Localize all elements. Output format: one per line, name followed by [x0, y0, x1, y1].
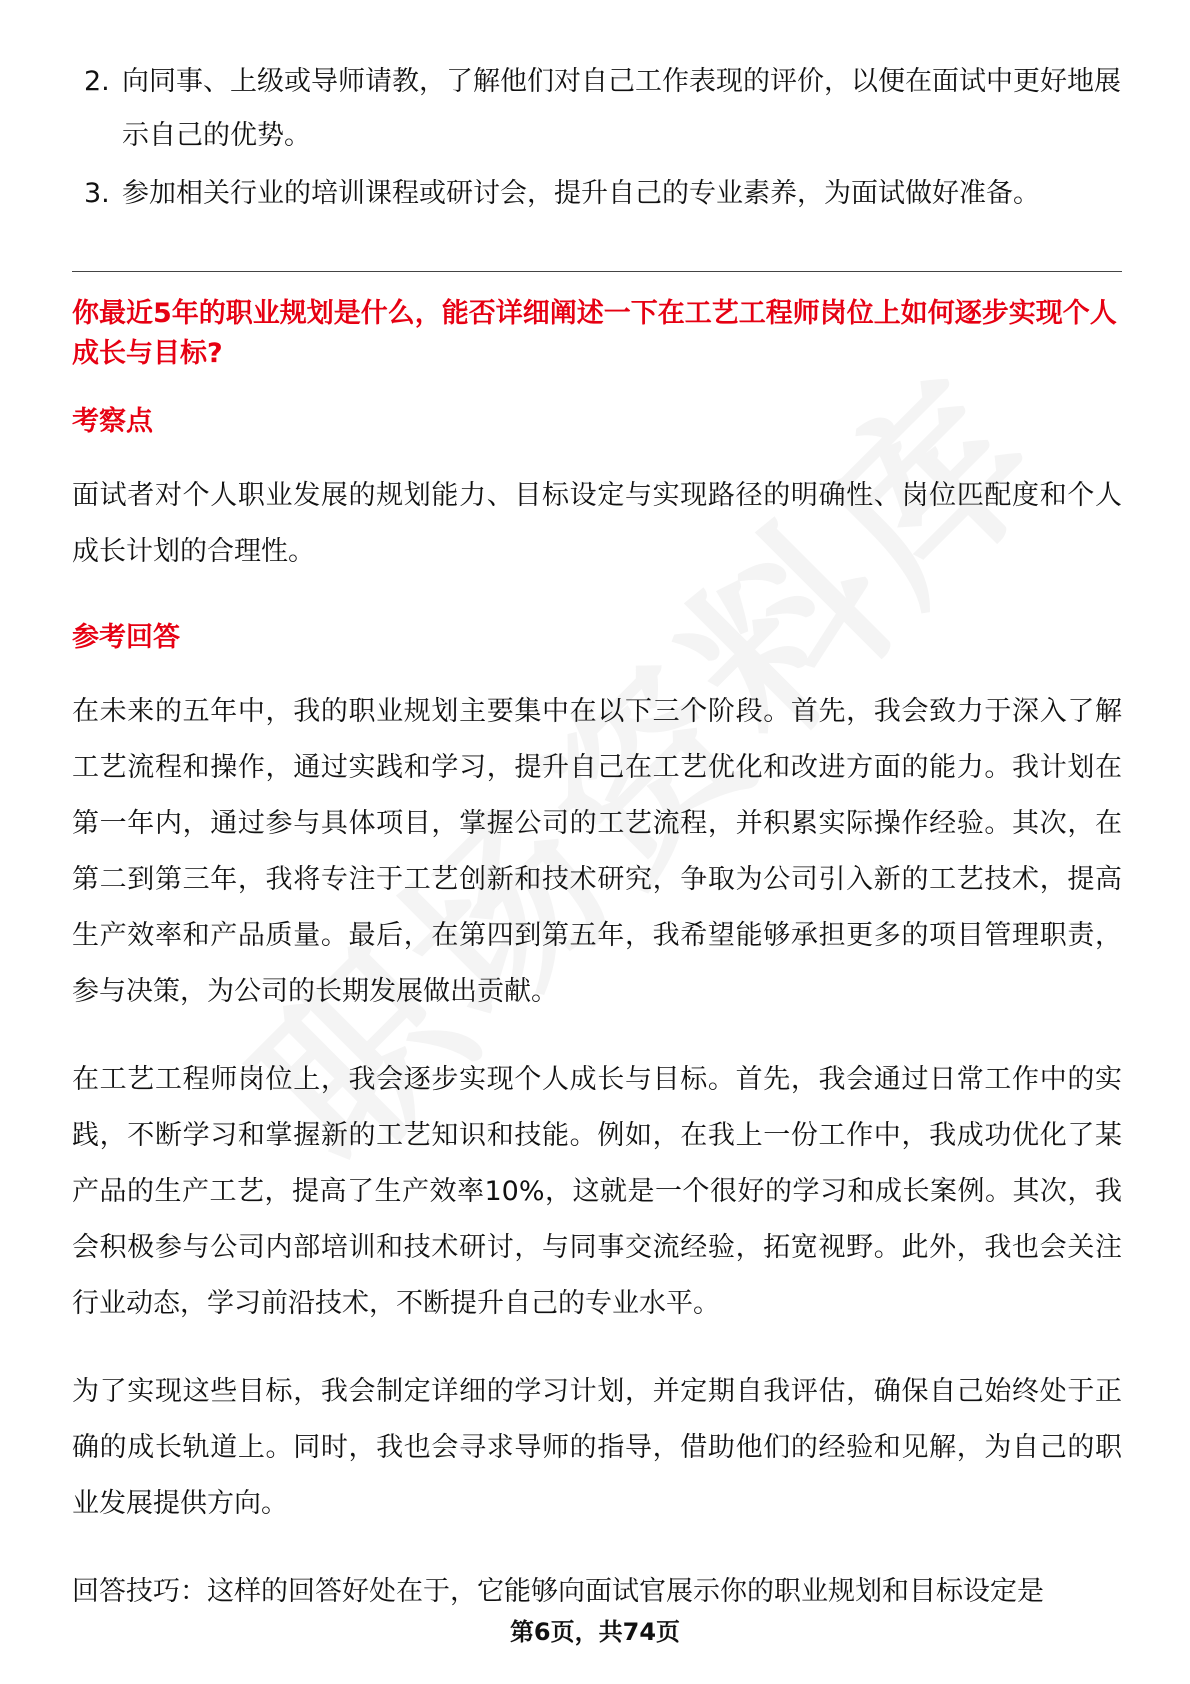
list-item — [72, 55, 1122, 163]
divider — [72, 271, 1122, 272]
answer-paragraph: 在未来的五年中，我的职业规划主要集中在以下三个阶段。首先，我会致力于深入了解工艺流程和操作，通过实践和学习，提升自己在工艺优化和改进方面的能力。我计划在第一年内，通过参与具体项目，掌握公司的工艺流程，并积累实际操作经验。其次，在第二到第三年，我将专注于工艺创新和技术研究，争取为公司引入新的工艺技术，提高生产效率和产品质量。最后，在第四到第五年，我希望能够承担更多的项目管理职责，参与决策，为公司的长期发展做出贡献。 — [72, 696, 1122, 1007]
list-item-number: 2. — [84, 66, 110, 97]
list-item — [72, 167, 1122, 221]
focus-text: 面试者对个人职业发展的规划能力、目标设定与实现路径的明确性、岗位匹配度和个人成长计划的合理性。 — [72, 480, 1122, 567]
numbered-list — [72, 55, 1122, 221]
section-title-answer: 参考回答 — [72, 622, 180, 653]
content — [72, 55, 1122, 1620]
list-item-text: 向同事、上级或导师请教，了解他们对自己工作表现的评价，以便在面试中更好地展示自己的优势。 — [122, 66, 1121, 151]
page-number-footer: 第6页，共74页 — [509, 1618, 681, 1646]
tips-paragraph: 回答技巧：这样的回答好处在于，它能够向面试官展示你的职业规划和目标设定是 — [72, 1576, 1044, 1607]
answer-paragraph: 为了实现这些目标，我会制定详细的学习计划，并定期自我评估，确保自己始终处于正确的成长轨道上。同时，我也会寻求导师的指导，借助他们的经验和见解，为自己的职业发展提供方向。 — [72, 1376, 1122, 1519]
list-item-number: 3. — [84, 178, 110, 209]
answer-paragraph: 在工艺工程师岗位上，我会逐步实现个人成长与目标。首先，我会通过日常工作中的实践，不断学习和掌握新的工艺知识和技能。例如，在我上一份工作中，我成功优化了某产品的生产工艺，提高了生产效率10%，这就是一个很好的学习和成长案例。其次，我会积极参与公司内部培训和技术研讨，与同事交流经验，拓宽视野。此外，我也会关注行业动态，学习前沿技术，不断提升自己的专业水平。 — [72, 1064, 1122, 1319]
list-item-text: 参加相关行业的培训课程或研讨会，提升自己的专业素养，为面试做好准备。 — [122, 178, 1040, 209]
question-heading: 你最近5年的职业规划是什么，能否详细阐述一下在工艺工程师岗位上如何逐步实现个人成长与目标? — [72, 298, 1117, 369]
section-title-focus: 考察点 — [72, 406, 153, 437]
